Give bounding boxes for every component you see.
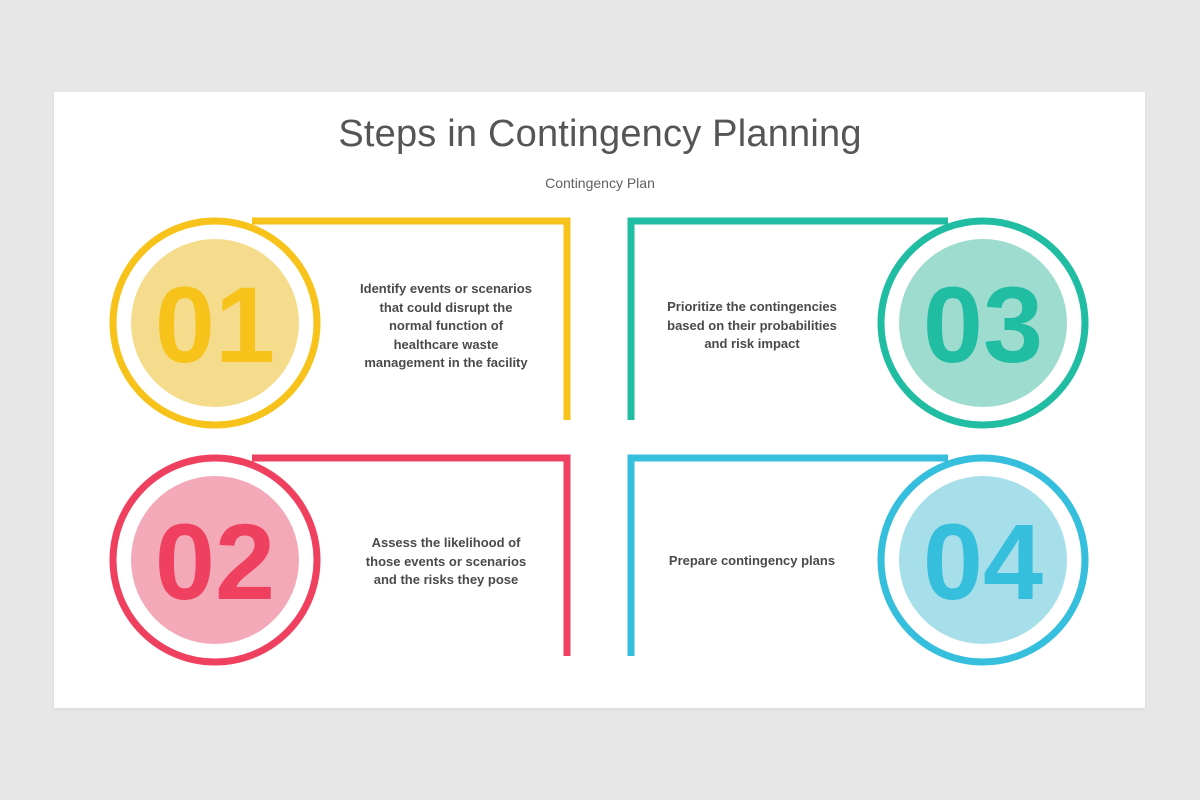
step-02-number: 02 (154, 501, 276, 622)
step-04-description: Prepare contingency plans (668, 553, 836, 568)
step-01-number: 01 (154, 264, 276, 385)
step-01-description: Identify events or scenarios that could disrupt the normal function of healthcare waste management in the facility (360, 281, 532, 370)
step-03-description: Prioritize the contingencies based on their probabilities and risk impact (667, 299, 837, 351)
page-subtitle: Contingency Plan (545, 175, 655, 191)
page-title: Steps in Contingency Planning (338, 113, 862, 155)
step-04-number: 04 (922, 501, 1044, 622)
step-03-number: 03 (922, 264, 1044, 385)
step-02-description: Assess the likelihood of those events or scenarios and the risks they pose (365, 535, 527, 587)
